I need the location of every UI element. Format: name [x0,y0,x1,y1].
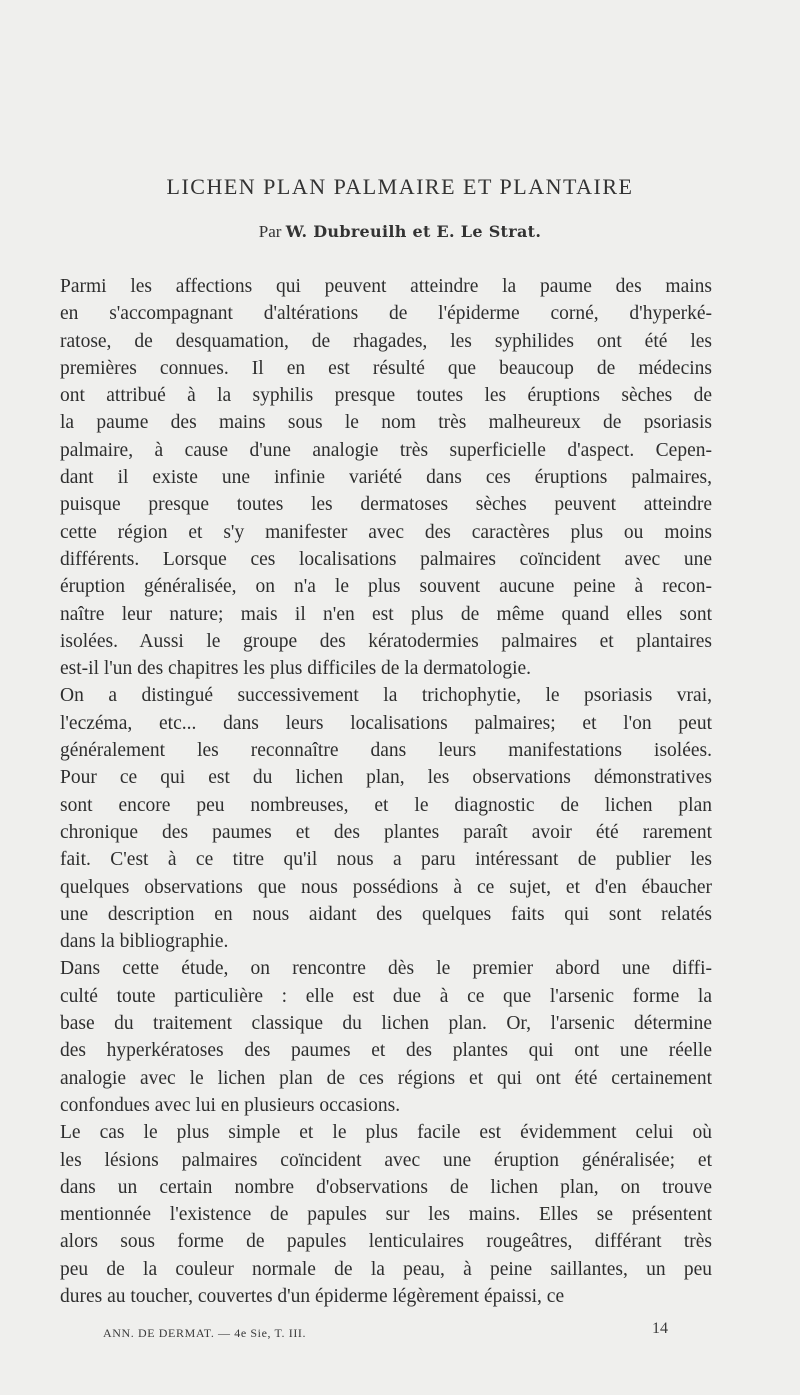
text-line: naître leur nature; mais il n'en est plus de même quand elles sont [60,603,712,625]
byline [0,222,800,242]
text-line: culté toute particulière : elle est due à ce que l'arsenic forme la [60,985,712,1007]
text-line: dant il existe une infinie variété dans ces éruptions palmaires, [60,467,712,489]
text-line: cette région et s'y manifester avec des caractères plus ou moins [60,521,712,543]
text-line: l'eczéma, etc... dans leurs localisations palmaires; et l'on peut [60,712,712,734]
text-line: dures au toucher, couvertes d'un épiderme légèrement épaissi, ce [60,1285,565,1307]
text-line: mentionnée l'existence de papules sur les mains. Elles se présentent [60,1204,712,1226]
text-line: est-il l'un des chapitres les plus difficiles de la dermatologie. [60,658,532,680]
text-line: analogie avec le lichen plan de ces régions et qui ont été certainement [60,1067,712,1089]
text-line: des hyperkératoses des paumes et des plantes qui ont une réelle [60,1040,712,1062]
text-line: palmaire, à cause d'une analogie très superficielle d'aspect. Cepen- [60,439,712,461]
text-line: ont attribué à la syphilis presque toutes les éruptions sèches de [60,385,712,407]
text-line: sont encore peu nombreuses, et le diagnostic de lichen plan [60,794,712,816]
text-line: fait. C'est à ce titre qu'il nous a paru intéressant de publier les [60,849,712,871]
text-line: les lésions palmaires coïncident avec une éruption généralisée; et [60,1149,712,1171]
text-line: Dans cette étude, on rencontre dès le premier abord une diffi- [60,958,712,980]
text-line: une description en nous aidant des quelques faits qui sont relatés [60,903,712,925]
text-line: dans la bibliographie. [60,931,229,953]
journal-reference: ANN. DE DERMAT. — 4e Sie, T. III. [103,1326,307,1340]
signature-mark: 14 [652,1320,668,1337]
text-line: en s'accompagnant d'altérations de l'épiderme corné, d'hyperké- [60,303,712,325]
text-line: généralement les reconnaître dans leurs manifestations isolées. [60,740,712,762]
text-line: confondues avec lui en plusieurs occasions. [60,1094,401,1116]
text-line: On a distingué successivement la trichophytie, le psoriasis vrai, [60,685,712,707]
text-line: premières connues. Il en est résulté que beaucoup de médecins [60,357,712,379]
authors: W. Dubreuilh et E. Le Strat. [285,222,542,241]
text-line: puisque presque toutes les dermatoses sèches peuvent atteindre [60,494,712,516]
text-line: Le cas le plus simple et le plus facile est évidemment celui où [60,1122,712,1144]
text-line: isolées. Aussi le groupe des kératodermies palmaires et plantaires [60,630,712,652]
text-line: différents. Lorsque ces localisations palmaires coïncident avec une [60,548,712,570]
text-line: peu de la couleur normale de la peau, à peine saillantes, un peu [60,1258,712,1280]
article-body [60,273,712,1310]
text-line: quelques observations que nous possédions à ce sujet, et d'en ébaucher [60,876,712,898]
text-line: ratose, de desquamation, de rhagades, les syphilides ont été les [60,330,712,352]
byline-prefix: Par [258,222,282,241]
text-line: dans un certain nombre d'observations de lichen plan, on trouve [60,1176,712,1198]
article-title: LICHEN PLAN PALMAIRE ET PLANTAIRE [166,174,634,199]
text-line: chronique des paumes et des plantes paraît avoir été rarement [60,821,712,843]
text-line: la paume des mains sous le nom très malheureux de psoriasis [60,412,712,434]
text-line: Parmi les affections qui peuvent atteindre la paume des mains [60,276,712,297]
text-line: alors sous forme de papules lenticulaires rougeâtres, différant très [60,1231,712,1253]
text-line: base du traitement classique du lichen plan. Or, l'arsenic détermine [60,1013,712,1035]
page-footer [103,1320,668,1347]
text-line: éruption généralisée, on n'a le plus souvent aucune peine à recon- [60,576,712,598]
text-line: Pour ce qui est du lichen plan, les observations démonstratives [60,767,712,789]
